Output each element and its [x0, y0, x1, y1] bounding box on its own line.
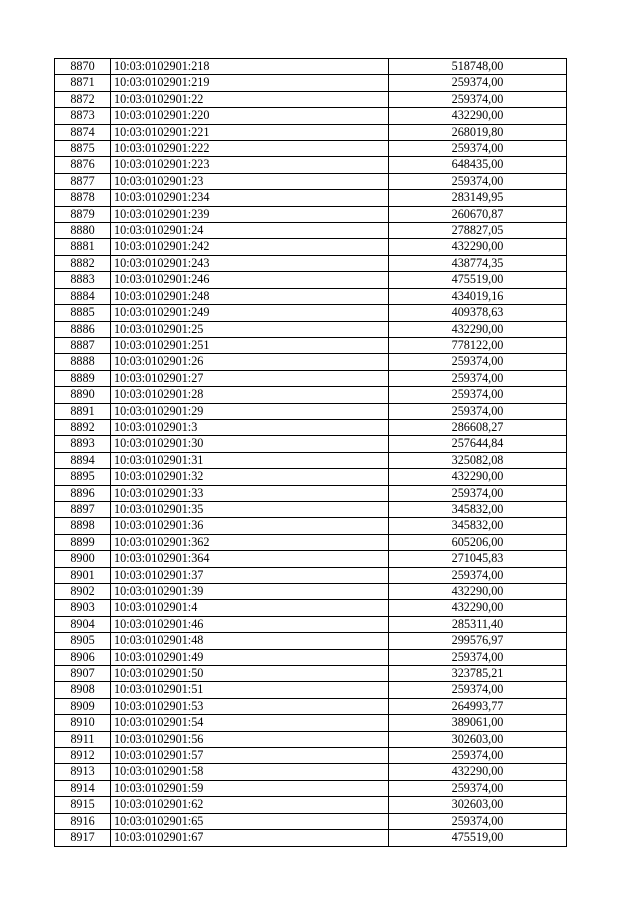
table-row: [55, 797, 567, 813]
cadastral-number-cell: 10:03:0102901:3: [111, 419, 389, 435]
row-number-cell: 8911: [55, 731, 111, 747]
cadastral-number-cell: 10:03:0102901:234: [111, 190, 389, 206]
cadastral-number-cell: 10:03:0102901:56: [111, 731, 389, 747]
value-cell: 259374,00: [389, 780, 567, 796]
row-number-cell: 8874: [55, 124, 111, 140]
row-number-cell: 8881: [55, 239, 111, 255]
cadastral-number-cell: 10:03:0102901:39: [111, 584, 389, 600]
cadastral-number-cell: 10:03:0102901:24: [111, 223, 389, 239]
row-number-cell: 8917: [55, 830, 111, 846]
value-cell: 389061,00: [389, 715, 567, 731]
table-row: [55, 190, 567, 206]
table-row: [55, 534, 567, 550]
value-cell: 409378,63: [389, 305, 567, 321]
row-number-cell: 8910: [55, 715, 111, 731]
cadastral-number-cell: 10:03:0102901:22: [111, 91, 389, 107]
table-row: [55, 272, 567, 288]
row-number-cell: 8897: [55, 501, 111, 517]
value-cell: 259374,00: [389, 813, 567, 829]
table-row: [55, 141, 567, 157]
cadastral-number-cell: 10:03:0102901:35: [111, 501, 389, 517]
value-cell: 475519,00: [389, 830, 567, 846]
cadastral-number-cell: 10:03:0102901:54: [111, 715, 389, 731]
value-cell: 259374,00: [389, 354, 567, 370]
row-number-cell: 8870: [55, 59, 111, 75]
cadastral-number-cell: 10:03:0102901:59: [111, 780, 389, 796]
value-cell: 648435,00: [389, 157, 567, 173]
table-row: [55, 748, 567, 764]
table-row: [55, 731, 567, 747]
cadastral-number-cell: 10:03:0102901:33: [111, 485, 389, 501]
table-row: [55, 223, 567, 239]
value-cell: 432290,00: [389, 321, 567, 337]
row-number-cell: 8907: [55, 666, 111, 682]
row-number-cell: 8875: [55, 141, 111, 157]
table-row: [55, 715, 567, 731]
row-number-cell: 8908: [55, 682, 111, 698]
value-cell: 323785,21: [389, 666, 567, 682]
table-row: [55, 600, 567, 616]
cadastral-number-cell: 10:03:0102901:50: [111, 666, 389, 682]
table-row: [55, 682, 567, 698]
cadastral-number-cell: 10:03:0102901:32: [111, 469, 389, 485]
row-number-cell: 8909: [55, 698, 111, 714]
cadastral-number-cell: 10:03:0102901:36: [111, 518, 389, 534]
row-number-cell: 8888: [55, 354, 111, 370]
cadastral-number-cell: 10:03:0102901:53: [111, 698, 389, 714]
table-row: [55, 698, 567, 714]
value-cell: 283149,95: [389, 190, 567, 206]
value-cell: 345832,00: [389, 518, 567, 534]
table-row: [55, 305, 567, 321]
cadastral-number-cell: 10:03:0102901:239: [111, 206, 389, 222]
row-number-cell: 8915: [55, 797, 111, 813]
table-row: [55, 567, 567, 583]
cadastral-number-cell: 10:03:0102901:58: [111, 764, 389, 780]
value-cell: 264993,77: [389, 698, 567, 714]
value-cell: 259374,00: [389, 91, 567, 107]
row-number-cell: 8880: [55, 223, 111, 239]
cadastral-number-cell: 10:03:0102901:362: [111, 534, 389, 550]
cadastral-number-cell: 10:03:0102901:57: [111, 748, 389, 764]
row-number-cell: 8876: [55, 157, 111, 173]
table-row: [55, 436, 567, 452]
row-number-cell: 8872: [55, 91, 111, 107]
value-cell: 259374,00: [389, 567, 567, 583]
value-cell: 259374,00: [389, 403, 567, 419]
value-cell: 259374,00: [389, 748, 567, 764]
row-number-cell: 8913: [55, 764, 111, 780]
table-row: [55, 518, 567, 534]
row-number-cell: 8904: [55, 616, 111, 632]
value-cell: 259374,00: [389, 649, 567, 665]
row-number-cell: 8884: [55, 288, 111, 304]
value-cell: 259374,00: [389, 387, 567, 403]
value-cell: 286608,27: [389, 419, 567, 435]
table-row: [55, 337, 567, 353]
value-cell: 259374,00: [389, 370, 567, 386]
cadastral-number-cell: 10:03:0102901:27: [111, 370, 389, 386]
cadastral-number-cell: 10:03:0102901:364: [111, 551, 389, 567]
table-body: [55, 59, 567, 847]
row-number-cell: 8889: [55, 370, 111, 386]
table-row: [55, 764, 567, 780]
table-row: [55, 75, 567, 91]
value-cell: 325082,08: [389, 452, 567, 468]
value-cell: 259374,00: [389, 485, 567, 501]
cadastral-number-cell: 10:03:0102901:23: [111, 173, 389, 189]
row-number-cell: 8916: [55, 813, 111, 829]
cadastral-number-cell: 10:03:0102901:249: [111, 305, 389, 321]
row-number-cell: 8912: [55, 748, 111, 764]
value-cell: 432290,00: [389, 600, 567, 616]
table-row: [55, 419, 567, 435]
value-cell: 432290,00: [389, 239, 567, 255]
cadastral-value-table: [54, 58, 567, 847]
cadastral-number-cell: 10:03:0102901:218: [111, 59, 389, 75]
row-number-cell: 8899: [55, 534, 111, 550]
table-row: [55, 666, 567, 682]
value-cell: 434019,16: [389, 288, 567, 304]
table-row: [55, 633, 567, 649]
cadastral-number-cell: 10:03:0102901:29: [111, 403, 389, 419]
cadastral-number-cell: 10:03:0102901:223: [111, 157, 389, 173]
table-row: [55, 59, 567, 75]
table-row: [55, 321, 567, 337]
cadastral-number-cell: 10:03:0102901:251: [111, 337, 389, 353]
table-row: [55, 370, 567, 386]
value-cell: 299576,97: [389, 633, 567, 649]
cadastral-number-cell: 10:03:0102901:222: [111, 141, 389, 157]
cadastral-number-cell: 10:03:0102901:37: [111, 567, 389, 583]
table-row: [55, 239, 567, 255]
cadastral-number-cell: 10:03:0102901:221: [111, 124, 389, 140]
table-row: [55, 780, 567, 796]
row-number-cell: 8871: [55, 75, 111, 91]
row-number-cell: 8878: [55, 190, 111, 206]
cadastral-number-cell: 10:03:0102901:248: [111, 288, 389, 304]
table-row: [55, 124, 567, 140]
cadastral-number-cell: 10:03:0102901:62: [111, 797, 389, 813]
row-number-cell: 8890: [55, 387, 111, 403]
row-number-cell: 8891: [55, 403, 111, 419]
value-cell: 259374,00: [389, 682, 567, 698]
cadastral-number-cell: 10:03:0102901:30: [111, 436, 389, 452]
table-row: [55, 91, 567, 107]
row-number-cell: 8903: [55, 600, 111, 616]
cadastral-number-cell: 10:03:0102901:65: [111, 813, 389, 829]
cadastral-number-cell: 10:03:0102901:242: [111, 239, 389, 255]
row-number-cell: 8879: [55, 206, 111, 222]
row-number-cell: 8906: [55, 649, 111, 665]
cadastral-number-cell: 10:03:0102901:4: [111, 600, 389, 616]
table-row: [55, 469, 567, 485]
cadastral-number-cell: 10:03:0102901:48: [111, 633, 389, 649]
table-row: [55, 387, 567, 403]
table-row: [55, 584, 567, 600]
value-cell: 438774,35: [389, 255, 567, 271]
value-cell: 518748,00: [389, 59, 567, 75]
cadastral-number-cell: 10:03:0102901:219: [111, 75, 389, 91]
row-number-cell: 8883: [55, 272, 111, 288]
table-row: [55, 452, 567, 468]
row-number-cell: 8886: [55, 321, 111, 337]
value-cell: 302603,00: [389, 797, 567, 813]
row-number-cell: 8901: [55, 567, 111, 583]
row-number-cell: 8882: [55, 255, 111, 271]
cadastral-number-cell: 10:03:0102901:67: [111, 830, 389, 846]
table-row: [55, 616, 567, 632]
value-cell: 259374,00: [389, 75, 567, 91]
table-row: [55, 501, 567, 517]
table-row: [55, 830, 567, 846]
table-row: [55, 649, 567, 665]
table-row: [55, 255, 567, 271]
table-row: [55, 551, 567, 567]
row-number-cell: 8892: [55, 419, 111, 435]
table-row: [55, 173, 567, 189]
row-number-cell: 8902: [55, 584, 111, 600]
value-cell: 432290,00: [389, 108, 567, 124]
cadastral-number-cell: 10:03:0102901:26: [111, 354, 389, 370]
value-cell: 432290,00: [389, 469, 567, 485]
row-number-cell: 8885: [55, 305, 111, 321]
table-row: [55, 485, 567, 501]
row-number-cell: 8887: [55, 337, 111, 353]
table-row: [55, 157, 567, 173]
value-cell: 475519,00: [389, 272, 567, 288]
row-number-cell: 8873: [55, 108, 111, 124]
cadastral-number-cell: 10:03:0102901:31: [111, 452, 389, 468]
value-cell: 605206,00: [389, 534, 567, 550]
row-number-cell: 8894: [55, 452, 111, 468]
table-row: [55, 813, 567, 829]
value-cell: 260670,87: [389, 206, 567, 222]
row-number-cell: 8896: [55, 485, 111, 501]
row-number-cell: 8877: [55, 173, 111, 189]
value-cell: 259374,00: [389, 141, 567, 157]
value-cell: 432290,00: [389, 584, 567, 600]
row-number-cell: 8900: [55, 551, 111, 567]
table-row: [55, 288, 567, 304]
cadastral-number-cell: 10:03:0102901:51: [111, 682, 389, 698]
value-cell: 257644,84: [389, 436, 567, 452]
value-cell: 302603,00: [389, 731, 567, 747]
table-row: [55, 206, 567, 222]
cadastral-number-cell: 10:03:0102901:25: [111, 321, 389, 337]
row-number-cell: 8905: [55, 633, 111, 649]
value-cell: 778122,00: [389, 337, 567, 353]
value-cell: 259374,00: [389, 173, 567, 189]
cadastral-number-cell: 10:03:0102901:46: [111, 616, 389, 632]
table-row: [55, 108, 567, 124]
cadastral-number-cell: 10:03:0102901:243: [111, 255, 389, 271]
row-number-cell: 8898: [55, 518, 111, 534]
value-cell: 345832,00: [389, 501, 567, 517]
value-cell: 432290,00: [389, 764, 567, 780]
table-row: [55, 354, 567, 370]
cadastral-number-cell: 10:03:0102901:246: [111, 272, 389, 288]
table-row: [55, 403, 567, 419]
row-number-cell: 8914: [55, 780, 111, 796]
cadastral-number-cell: 10:03:0102901:28: [111, 387, 389, 403]
cadastral-number-cell: 10:03:0102901:49: [111, 649, 389, 665]
value-cell: 268019,80: [389, 124, 567, 140]
value-cell: 278827,05: [389, 223, 567, 239]
value-cell: 271045,83: [389, 551, 567, 567]
cadastral-number-cell: 10:03:0102901:220: [111, 108, 389, 124]
value-cell: 285311,40: [389, 616, 567, 632]
row-number-cell: 8893: [55, 436, 111, 452]
row-number-cell: 8895: [55, 469, 111, 485]
